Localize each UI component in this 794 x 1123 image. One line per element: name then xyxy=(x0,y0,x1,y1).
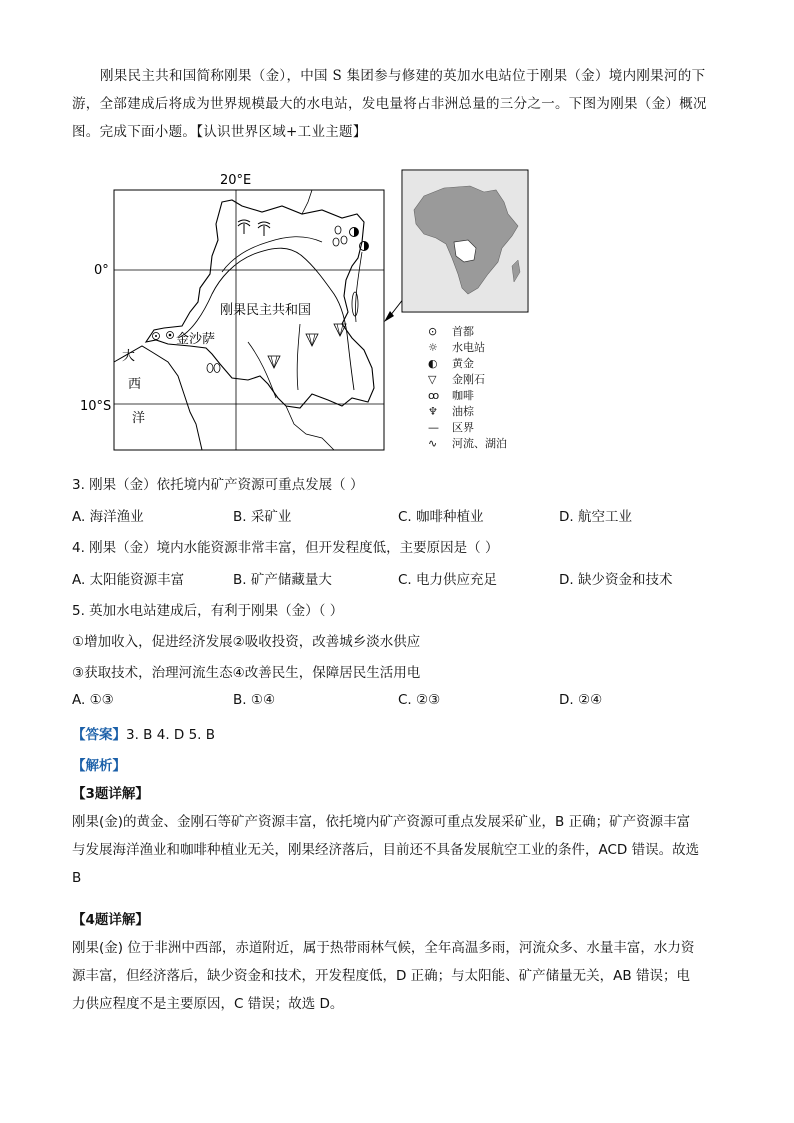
answer-tag: 【答案】 xyxy=(72,727,126,743)
legend-item xyxy=(428,324,507,340)
q5-option-b: B. ①④ xyxy=(233,692,276,708)
answer-line xyxy=(72,723,215,743)
capital-icon xyxy=(167,332,174,339)
legend-item xyxy=(428,404,507,420)
congo-river xyxy=(178,248,354,390)
river-east xyxy=(355,252,362,322)
oil-palm-icon xyxy=(258,222,270,236)
legend-label: 河流、湖泊 xyxy=(452,437,507,450)
q5-statement-line-2: ③获取技术，治理河流生态④改善民生，保障居民生活用电 xyxy=(72,665,421,681)
country-label: 刚果民主共和国 xyxy=(220,303,312,318)
legend-label: 首都 xyxy=(452,325,474,338)
detail-4-tag: 【4题详解】 xyxy=(72,912,149,928)
ocean-label-1: 大 xyxy=(122,349,136,364)
intro-paragraph xyxy=(72,62,722,146)
q3-option-d: D. 航空工业 xyxy=(559,509,632,525)
detail-3-line-1: 刚果(金)的黄金、金刚石等矿产资源丰富，依托境内矿产资源可重点发展采矿业，B 正确；矿产资源丰富 xyxy=(72,814,691,830)
intro-line-1: 刚果民主共和国简称刚果（金），中国 S 集团参与修建的英加水电站位于刚果（金）境内刚果河的下 xyxy=(100,68,706,84)
diamond-icon xyxy=(334,324,346,336)
neighbour-border-1 xyxy=(302,190,312,214)
legend-item xyxy=(428,340,507,356)
detail-4-section xyxy=(72,906,722,1018)
legend-label: 水电站 xyxy=(452,341,485,354)
map-legend xyxy=(428,324,507,452)
legend-label: 区界 xyxy=(452,421,474,434)
boundary-icon: — xyxy=(428,421,439,434)
q5-option-c: C. ②③ xyxy=(398,692,441,708)
lat0-label: 0° xyxy=(94,263,109,278)
question-4-stem: 4. 刚果（金）境内水能资源非常丰富，但开发程度低，主要原因是（ ） xyxy=(72,540,499,556)
river-lualaba xyxy=(297,324,300,390)
congo-map-figure xyxy=(72,162,532,452)
detail-3-line-3: B xyxy=(72,870,82,886)
intro-line-2: 游，全部建成后将成为世界规模最大的水电站，发电量将占非洲总量的三分之一。下图为刚果（金）概况 xyxy=(72,96,707,112)
hydropower-icon xyxy=(153,333,160,340)
detail-3-section xyxy=(72,780,722,892)
lake-east xyxy=(352,292,358,316)
capital-icon: ⊙ xyxy=(428,325,438,338)
q4-option-b: B. 矿产储藏量大 xyxy=(233,572,332,588)
analysis-line xyxy=(72,754,126,774)
legend-item xyxy=(428,356,507,372)
q3-option-a: A. 海洋渔业 xyxy=(72,509,144,525)
river-ubangi xyxy=(222,237,322,272)
river-lake-icon: ∿ xyxy=(428,437,438,450)
intro-line-3: 图。完成下面小题。【认识世界区域+工业主题】 xyxy=(72,124,367,140)
legend-label: 油棕 xyxy=(452,405,474,418)
oil-palm-icon: ♆ xyxy=(428,405,438,418)
q5-option-d: D. ②④ xyxy=(559,692,603,708)
detail-3-tag: 【3题详解】 xyxy=(72,786,149,802)
diamond-icon xyxy=(268,356,280,368)
legend-item xyxy=(428,372,507,388)
q4-option-a: A. 太阳能资源丰富 xyxy=(72,572,185,588)
legend-item xyxy=(428,388,507,404)
detail-4-line-1: 刚果(金) 位于非洲中西部，赤道附近，属于热带雨林气候，全年高温多雨，河流众多、水量丰富，水力资 xyxy=(72,940,695,956)
hydropower-icon: ☼ xyxy=(428,341,438,354)
q5-option-a: A. ①③ xyxy=(72,692,114,708)
oil-palm-icon xyxy=(238,220,250,234)
q5-statement-line-1: ①增加收入，促进经济发展②吸收投资，改善城乡淡水供应 xyxy=(72,634,421,650)
detail-4-line-3: 力供应程度不是主要原因，C 错误；故选 D。 xyxy=(72,996,344,1012)
coffee-icon xyxy=(207,364,220,373)
q4-option-c: C. 电力供应充足 xyxy=(398,572,498,588)
ocean-label-3: 洋 xyxy=(132,411,146,426)
coffee-icon: ꝏ xyxy=(428,389,440,402)
legend-label: 咖啡 xyxy=(452,389,474,402)
answer-text: 3. B 4. D 5. B xyxy=(126,727,216,743)
coffee-icon xyxy=(333,226,347,246)
legend-item xyxy=(428,420,507,436)
q3-option-c: C. 咖啡种植业 xyxy=(398,509,484,525)
legend-label: 金刚石 xyxy=(452,373,485,386)
gold-icon xyxy=(350,228,359,237)
capital-label: 金沙萨 xyxy=(176,332,216,347)
legend-label: 黄金 xyxy=(452,357,474,370)
question-5-stem: 5. 英加水电站建成后，有利于刚果（金）（ ） xyxy=(72,603,344,619)
q3-option-b: B. 采矿业 xyxy=(233,509,292,525)
diamond-icon xyxy=(306,334,318,346)
q4-option-d: D. 缺少资金和技术 xyxy=(559,572,673,588)
question-3-stem: 3. 刚果（金）依托境内矿产资源可重点发展（ ） xyxy=(72,477,364,493)
detail-3-line-2: 与发展海洋渔业和咖啡种植业无关，刚果经济落后，目前还不具备发展航空工业的条件，ACD 错误。故选 xyxy=(72,842,700,858)
lon-label: 20°E xyxy=(220,173,252,188)
neighbour-border-2 xyxy=(286,406,334,450)
gold-icon: ◐ xyxy=(428,357,438,370)
diamond-icon: ▽ xyxy=(428,373,437,386)
lat10-label: 10°S xyxy=(80,399,112,414)
analysis-tag: 【解析】 xyxy=(72,758,126,774)
ocean-label-2: 西 xyxy=(128,377,142,392)
legend-item xyxy=(428,436,507,452)
detail-4-line-2: 源丰富，但经济落后，缺少资金和技术，开发程度低，D 正确；与太阳能、矿产储量无关，AB 错误；电 xyxy=(72,968,690,984)
